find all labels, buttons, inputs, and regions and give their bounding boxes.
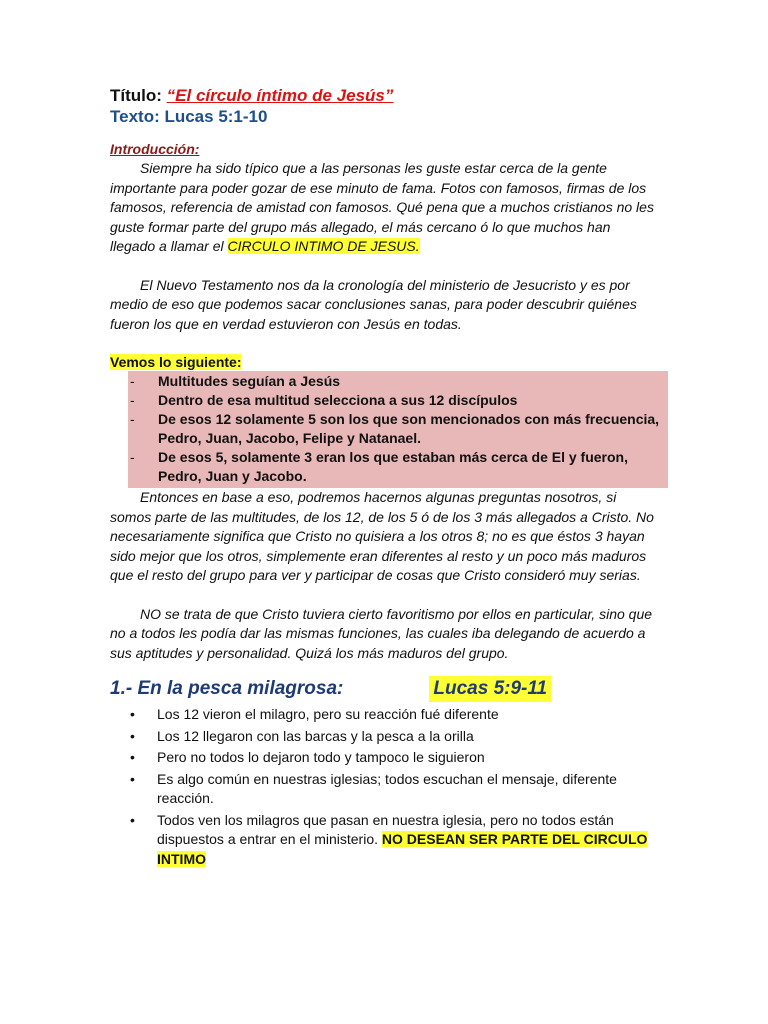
- section-1-heading: [110, 676, 655, 702]
- list-item-text: [157, 811, 655, 870]
- bullet-icon: [130, 770, 157, 809]
- list-item-text: Multitudes seguían a Jesús: [158, 373, 341, 389]
- vemos-list: [128, 371, 668, 488]
- list-item: - De esos 5, solamente 3 eran los que estaban más cerca de El y fueron, Pedro, Juan y Jacobo.: [128, 448, 668, 486]
- list-item-text: De esos 12 solamente 5 son los que son mencionados con más frecuencia, Pedro, Juan, Jacobo, Felipe y Natanael.: [158, 411, 660, 446]
- body-paragraph-3: Entonces en base a eso, podremos hacernos algunas preguntas nosotros, si somos parte de las multitudes, de los 12, de los 5 ó de los 3 más allegados a Cristo. No necesariamente significa que Cristo no quisiera a los otros 8; no es que éstos 3 hayan sido mejor que los otros, simplemente eran diferentes al resto y un poco más maduros que el resto del grupo para ver y participar de cosas que Cristo consideró muy serias.: [110, 489, 654, 583]
- list-item: - Dentro de esa multitud selecciona a sus 12 discípulos: [128, 391, 668, 410]
- texto-reference: Texto: Lucas 5:1-10: [110, 107, 268, 126]
- list-item-text: Los 12 llegaron con las barcas y la pesca a la orilla: [157, 727, 474, 744]
- intro-p1-text: Siempre ha sido típico que a las personas les guste estar cerca de la gente importante para poder gozar de ese minuto de fama. Fotos con famosos, firmas de los famosos, referencia de amistad con famosos. Qué pena que a muchos cristianos no les guste formar parte del grupo más allegado, el más cercano ó lo que muchos han llegado a llamar el: [110, 160, 654, 254]
- list-item-text: Los 12 vieron el milagro, pero su reacción fué diferente: [157, 706, 499, 722]
- section-1-title: 1.- En la pesca milagrosa:: [110, 678, 344, 699]
- last-bullet-text: Todos ven los milagros que pasan en nuestra iglesia, pero no todos están dispuestos a entrar en el ministerio.: [157, 811, 614, 847]
- title-value: “El círculo íntimo de Jesús”: [166, 86, 394, 105]
- list-item: [130, 727, 655, 747]
- list-item: [130, 811, 655, 870]
- intro-p1-highlight: CIRCULO INTIMO DE JESUS.: [227, 238, 420, 254]
- vemos-heading: [110, 353, 655, 371]
- list-item: [130, 770, 655, 809]
- list-item: [130, 748, 655, 768]
- list-item-text: Dentro de esa multitud selecciona a sus 12 discípulos: [158, 392, 518, 408]
- list-item: [130, 705, 655, 725]
- list-item-text: Es algo común en nuestras iglesias; todos escuchan el mensaje, diferente reacción.: [157, 770, 617, 806]
- title-label: Título:: [110, 86, 162, 105]
- list-item-text: De esos 5, solamente 3 eran los que estaban más cerca de El y fueron, Pedro, Juan y Jacobo.: [158, 449, 628, 484]
- title-line: [110, 86, 655, 106]
- intro-heading: Introducción:: [110, 141, 200, 157]
- intro-paragraph-2: El Nuevo Testamento nos da la cronología del ministerio de Jesucristo y es por medio de eso que podemos sacar conclusiones sanas, para poder descubrir quiénes fueron los que en verdad estuvieron con Jesús en todas.: [110, 276, 637, 332]
- last-bullet-highlight: NO DESEAN SER PARTE DEL CIRCULO INTIMO: [157, 831, 648, 867]
- section-1-bullets: [110, 705, 655, 869]
- bullet-icon: [130, 811, 157, 870]
- body-paragraph-4: NO se trata de que Cristo tuviera cierto favoritismo por ellos en particular, sino que no a todos les podía dar las mismas funciones, las cuales iba delegando de acuerdo a sus aptitudes y personalidad. Quizá los más maduros del grupo.: [110, 605, 653, 661]
- list-item-text: Pero no todos lo dejaron todo y tampoco le siguieron: [157, 749, 485, 765]
- intro-paragraph-1: [110, 159, 655, 257]
- list-item: - De esos 12 solamente 5 son los que son mencionados con más frecuencia, Pedro, Juan, Jacobo, Felipe y Natanael.: [128, 410, 668, 448]
- vemos-heading-text: Vemos lo siguiente:: [110, 354, 242, 370]
- document-page: [110, 86, 660, 871]
- list-item: - Multitudes seguían a Jesús: [128, 372, 668, 391]
- bullet-icon: [130, 727, 157, 747]
- bullet-icon: [130, 705, 157, 725]
- bullet-icon: [130, 748, 157, 768]
- section-1-reference: Lucas 5:9-11: [429, 676, 551, 702]
